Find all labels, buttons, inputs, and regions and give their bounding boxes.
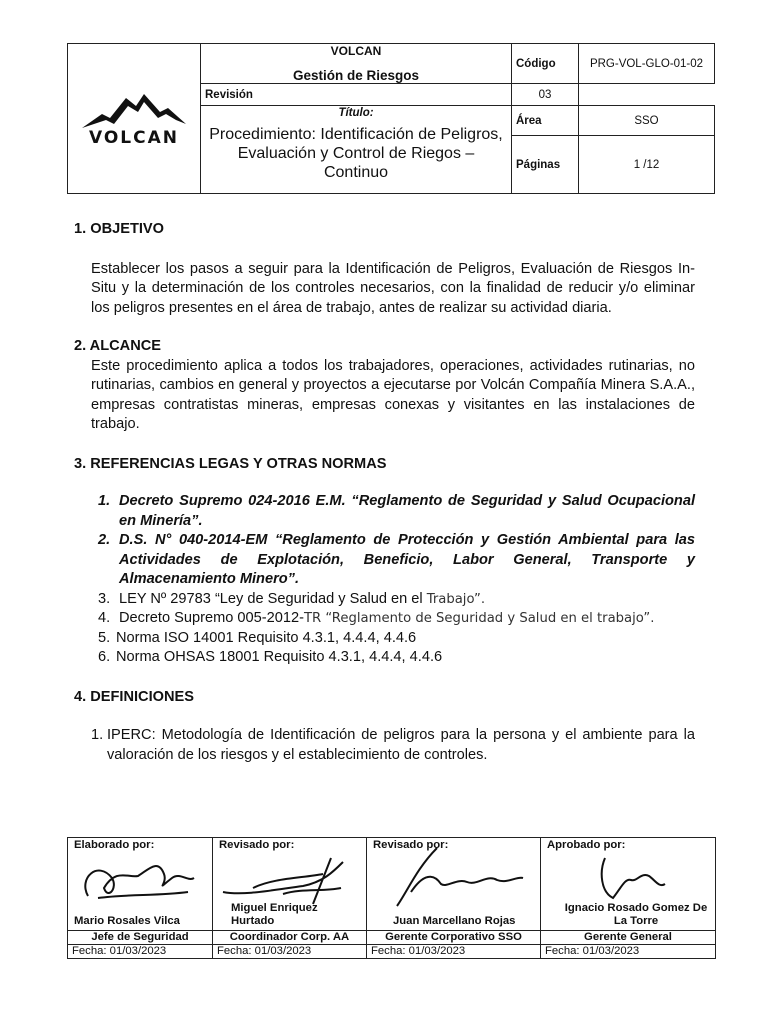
- signature-date: Fecha: 01/03/2023: [213, 945, 367, 959]
- field-value-area: SSO: [579, 106, 715, 136]
- signer-role: Gerente Corporativo SSO: [367, 931, 541, 945]
- objetivo-text: Establecer los pasos a seguir para la Identificación de Peligros, Evaluación de Riesgos In-Situ y la determinación de los controles necesarios, con la finalidad de reducir y/o eliminar los peligros presentes en el área de trabajo, antes de realizar su actividad diaria.: [91, 260, 695, 316]
- document-title: Procedimiento: Identificación de Peligros, Evaluación y Control de Riegos – Continuo: [209, 126, 503, 181]
- signature-date: Fecha: 01/03/2023: [541, 945, 716, 959]
- handwritten-signature: [213, 848, 358, 908]
- logo-text: VOLCAN: [88, 127, 179, 148]
- list-item: 4. Decreto Supremo 005-2012-TR “Reglamento de Seguridad y Salud en el trabajo”.: [98, 610, 655, 626]
- signature-cell-aprobado: Aprobado por: Ignacio Rosado Gomez De La Torre: [541, 838, 716, 931]
- signer-role: Coordinador Corp. AA: [213, 931, 367, 945]
- signature-date: Fecha: 01/03/2023: [367, 945, 541, 959]
- signer-name: Ignacio Rosado Gomez De La Torre: [564, 902, 708, 927]
- title-label: Título:: [338, 107, 374, 119]
- signature-cell-revisado-2: Revisado por: Juan Marcellano Rojas: [367, 838, 541, 931]
- section-heading-definiciones: 4. DEFINICIONES: [74, 688, 195, 705]
- logo-cell: [68, 44, 201, 194]
- list-item: 6. Norma OHSAS 18001 Requisito 4.3.1, 4.4.4, 4.4.6: [98, 649, 443, 665]
- signer-name: Miguel Enriquez Hurtado: [231, 902, 318, 927]
- alcance-text: Este procedimiento aplica a todos los trabajadores, operaciones, actividades rutinarias, no rutinarias, cambios en general y proyectos a ejecutarse por Volcán Compañía Minera S.A.A., empresas contratistas mineras, empresas conexas y visitantes en las instalaciones de trabajo.: [91, 357, 695, 432]
- list-item: 3. LEY Nº 29783 “Ley de Seguridad y Salud en el Trabajo”.: [98, 590, 486, 607]
- list-item: 1. IPERC: Metodología de Identificación de peligros para la persona y el ambiente para la valoración de los riesgos y el establecimiento de controles.: [91, 727, 695, 763]
- field-label-paginas: Páginas: [512, 136, 579, 194]
- signer-role: Gerente General: [541, 931, 716, 945]
- field-value-paginas: 1 /12: [579, 136, 715, 194]
- handwritten-signature: [541, 848, 707, 908]
- signature-cell-revisado-1: Revisado por: Miguel Enriquez Hurtado: [213, 838, 367, 931]
- signer-role: Jefe de Seguridad: [68, 931, 213, 945]
- signer-name: Mario Rosales Vilca: [74, 915, 180, 927]
- signature-cell-elaborado: Elaborado por: Mario Rosales Vilca: [68, 838, 213, 931]
- department-name: Gestión de Riesgos: [292, 68, 420, 83]
- list-item: 5. Norma ISO 14001 Requisito 4.3.1, 4.4.4, 4.4.6: [98, 629, 417, 646]
- field-value-codigo: PRG-VOL-GLO-01-02: [579, 44, 715, 84]
- signer-name: Juan Marcellano Rojas: [393, 915, 516, 927]
- field-label-revision: Revisión: [201, 84, 512, 106]
- definitions-list: [91, 726, 695, 765]
- section-heading-referencias: 3. REFERENCIAS LEGAS Y OTRAS NORMAS: [74, 455, 387, 472]
- references-list: [98, 492, 695, 668]
- field-value-revision: 03: [512, 84, 579, 106]
- signature-date: Fecha: 01/03/2023: [68, 945, 213, 959]
- document-header: [67, 43, 715, 194]
- field-label-area: Área: [512, 106, 579, 136]
- volcan-logo-mountain-icon: [80, 90, 188, 130]
- field-label-codigo: Código: [512, 44, 579, 84]
- approval-table: [67, 837, 716, 959]
- handwritten-signature: [367, 848, 532, 908]
- list-item: 1. Decreto Supremo 024-2016 E.M. “Reglamento de Seguridad y Salud Ocupacional en Minería”.: [98, 493, 695, 529]
- section-heading-alcance: 2. ALCANCE: [74, 338, 162, 354]
- title-cell: [201, 106, 512, 194]
- handwritten-signature: [68, 848, 204, 908]
- section-heading-objetivo: 1. OBJETIVO: [74, 221, 165, 237]
- document-body: [74, 220, 695, 765]
- list-item: 2. D.S. N° 040-2014-EM “Reglamento de Protección y Gestión Ambiental para las Actividades de Explotación, Beneficio, Labor General, Transporte y Almacenamiento Minero”.: [98, 532, 695, 587]
- company-name: VOLCAN Gestión de Riesgos: [201, 44, 512, 84]
